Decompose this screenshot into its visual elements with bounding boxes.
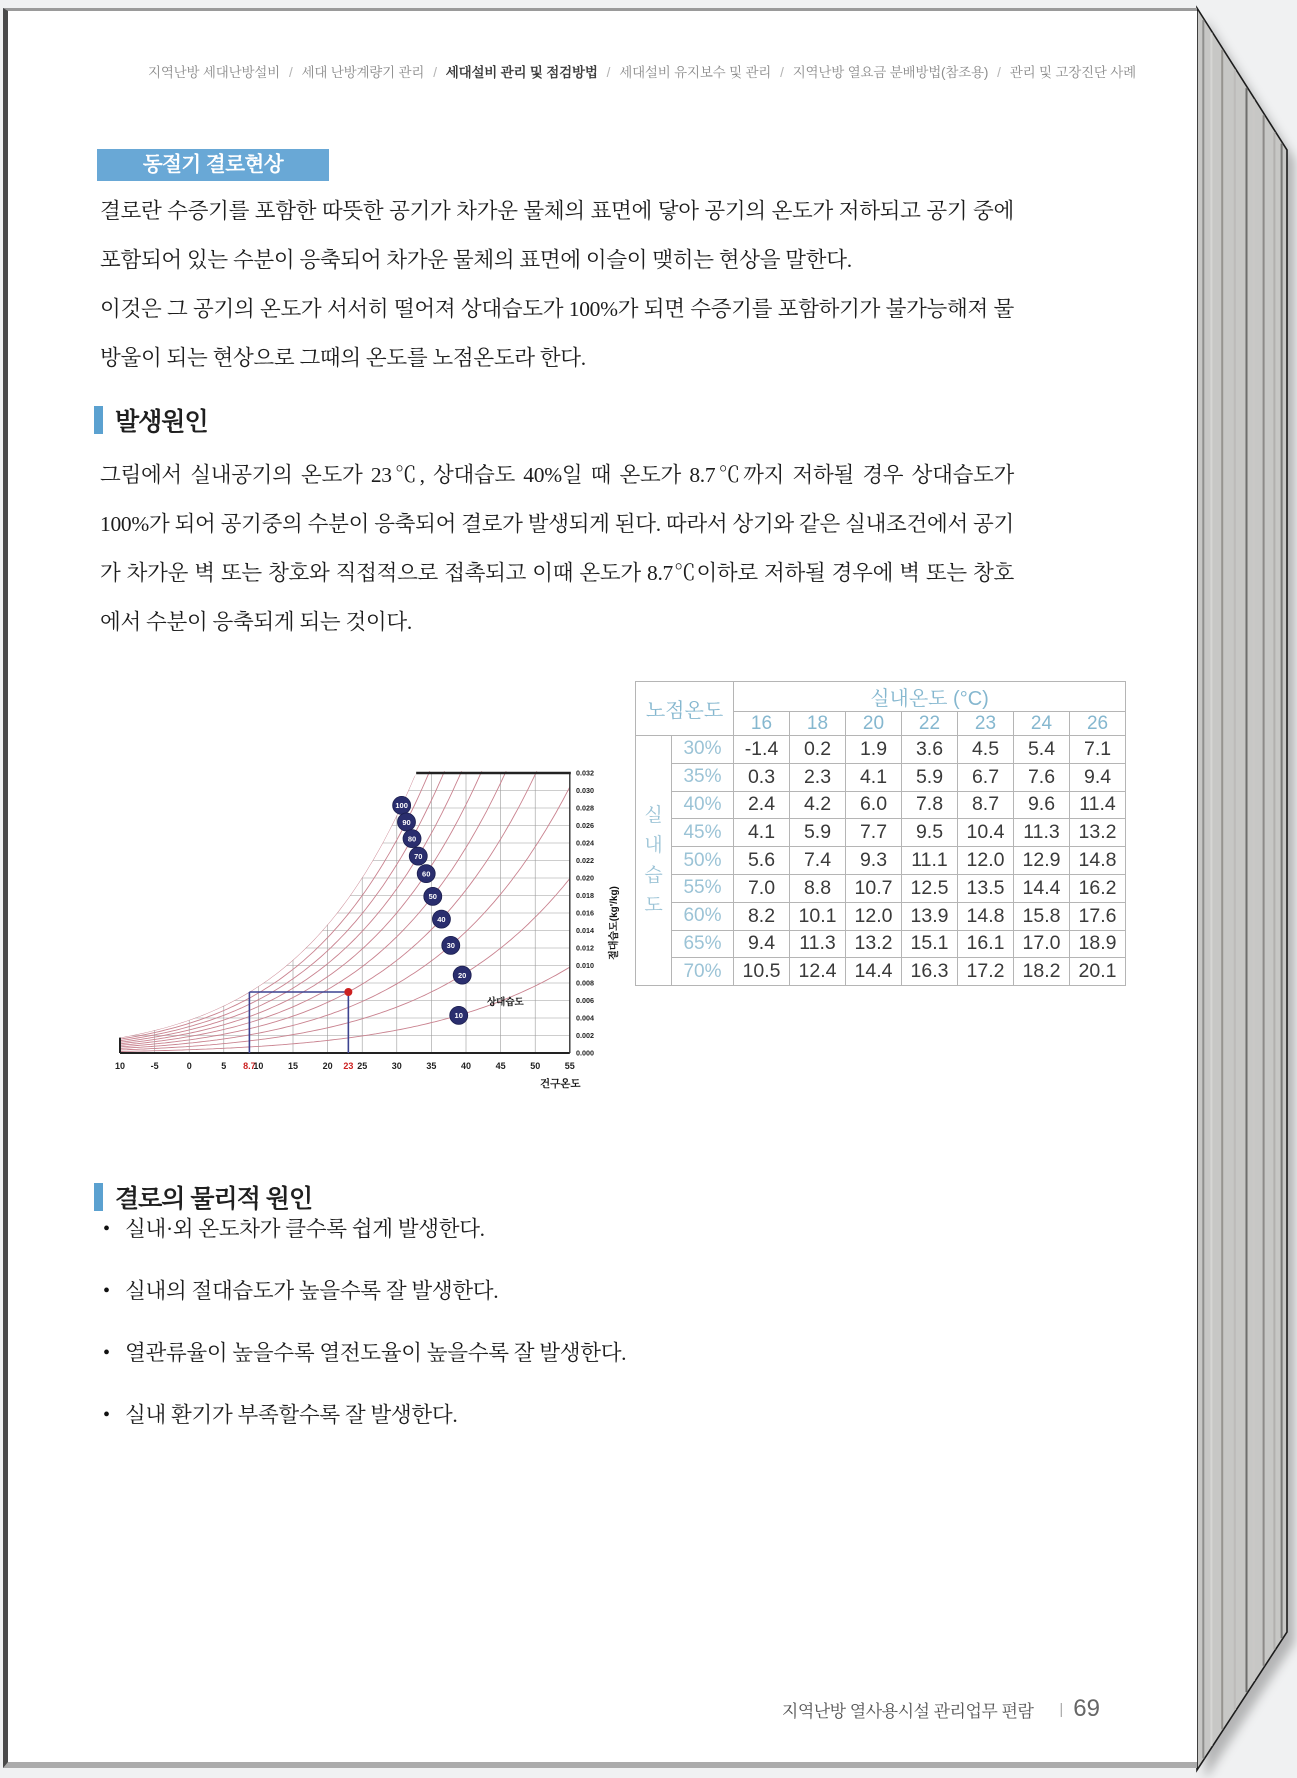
- breadcrumb-item: 지역난방 열요금 분배방법(참조용): [792, 65, 989, 80]
- table-corner-header: 노점온도: [636, 682, 734, 736]
- table-cell: 4.1: [846, 763, 902, 791]
- table-cell: 18.2: [1014, 958, 1070, 986]
- table-cell: 7.8: [902, 791, 958, 819]
- table-cell: 12.5: [902, 874, 958, 902]
- breadcrumb-separator: /: [433, 65, 437, 80]
- table-cell: 4.2: [790, 791, 846, 819]
- dew-point-table-wrap: [635, 681, 1126, 986]
- table-column-header: 22: [902, 712, 958, 736]
- rh-circle-label-80: [403, 830, 421, 848]
- y-tick-label: 0.030: [576, 786, 594, 795]
- y-tick-label: 0.024: [576, 838, 594, 848]
- intro-paragraph-2: 이것은 그 공기의 온도가 서서히 떨어져 상대습도가 100%가 되면 수증기를 포함하기가 불가능해져 물방울이 되는 현상으로 그때의 온도를 노점온도라 한다.: [100, 297, 1014, 370]
- table-cell: 12.0: [958, 847, 1014, 875]
- table-cell: 5.9: [902, 763, 958, 791]
- bullet-dot-icon: •: [103, 1404, 110, 1426]
- svg-text:30: 30: [446, 941, 455, 951]
- table-cell: 4.5: [958, 736, 1014, 764]
- table-row-group-label: 실 내 습 도: [636, 736, 672, 986]
- rh-curve-50: [120, 752, 514, 1045]
- title-badge: 동절기 결로현상: [97, 149, 329, 181]
- table-rh-cell: 35%: [672, 763, 734, 791]
- table-column-group-header: 실내온도 (°C): [734, 682, 1126, 712]
- x-tick-label: 25: [357, 1061, 368, 1071]
- y-tick-label: 0.026: [576, 821, 594, 830]
- table-cell: 11.3: [1014, 819, 1070, 847]
- table-cell: 12.4: [790, 958, 846, 986]
- intro-paragraphs: [100, 187, 1014, 383]
- breadcrumb-item: 관리 및 고장진단 사례: [1009, 65, 1136, 80]
- heading-bar: [94, 406, 103, 434]
- table-row: [636, 958, 1126, 986]
- x-tick-label: 23: [343, 1061, 354, 1071]
- table-cell: 10.5: [734, 958, 790, 986]
- table-cell: -1.4: [734, 736, 790, 764]
- rh-circle-label-60: [417, 865, 435, 883]
- table-rh-cell: 40%: [672, 791, 734, 819]
- table-cell: 0.3: [734, 763, 790, 791]
- table-cell: 9.4: [1070, 763, 1126, 791]
- table-cell: 5.4: [1014, 736, 1070, 764]
- table-cell: 12.0: [846, 902, 902, 930]
- table-cell: 16.1: [958, 930, 1014, 958]
- table-rh-cell: 30%: [672, 736, 734, 764]
- y-tick-label: 0.010: [576, 961, 594, 970]
- intro-paragraph-1: 결로란 수증기를 포함한 따뜻한 공기가 차가운 물체의 표면에 닿아 공기의 온도가 저하되고 공기 중에 포함되어 있는 수분이 응축되어 차가운 물체의 표면에 이슬이 맺히는 현상을 말한다.: [100, 199, 1014, 272]
- rh-curve-10: [120, 967, 570, 1051]
- y-tick-label: 0.002: [576, 1031, 594, 1040]
- breadcrumb: [148, 61, 1136, 81]
- table-rh-cell: 65%: [672, 930, 734, 958]
- table-rh-cell: 55%: [672, 874, 734, 902]
- svg-text:80: 80: [407, 834, 417, 844]
- table-row: [636, 791, 1126, 819]
- y-tick-label: 0.012: [576, 943, 594, 953]
- condensation-construction-lines: [249, 992, 348, 1053]
- condensation-point-marker: [344, 988, 352, 996]
- table-cell: 4.1: [734, 819, 790, 847]
- x-tick-label: 0: [186, 1061, 192, 1071]
- rh-circle-label-90: [397, 813, 415, 831]
- table-cell: 8.8: [790, 874, 846, 902]
- table-cell: 9.5: [902, 819, 958, 847]
- table-rh-cell: 50%: [672, 847, 734, 875]
- y-tick-label: 0.000: [576, 1048, 594, 1058]
- y-tick-label: 0.022: [576, 856, 594, 865]
- table-column-header: 20: [846, 712, 902, 736]
- table-cell: 7.1: [1070, 736, 1126, 764]
- table-cell: 15.8: [1014, 902, 1070, 930]
- table-cell: 11.1: [902, 847, 958, 875]
- x-tick-label: -5: [150, 1061, 159, 1071]
- rh-circle-label-100: [393, 796, 411, 814]
- table-row: [636, 930, 1126, 958]
- rh-curve-100: [120, 752, 425, 1038]
- bullet-text: 실내의 절대습도가 높을수록 잘 발생한다.: [125, 1279, 499, 1303]
- table-row: [636, 902, 1126, 930]
- breadcrumb-item: 세대설비 유지보수 및 관리: [619, 65, 772, 80]
- table-column-header: 24: [1014, 712, 1070, 736]
- x-tick-label: 45: [495, 1061, 506, 1071]
- table-cell: 11.3: [790, 930, 846, 958]
- bullet-item: [103, 1338, 1003, 1400]
- table-column-header: 23: [958, 712, 1014, 736]
- cause-paragraph: [100, 451, 1014, 647]
- y-tick-label: 0.028: [576, 803, 594, 813]
- table-cell: 17.2: [958, 958, 1014, 986]
- bullet-dot-icon: •: [103, 1342, 110, 1364]
- table-cell: 17.0: [1014, 930, 1070, 958]
- bullet-dot-icon: •: [103, 1218, 110, 1240]
- table-column-header: 26: [1070, 712, 1126, 736]
- bullet-item: [103, 1214, 1003, 1276]
- table-cell: 5.6: [734, 847, 790, 875]
- table-cell: 7.0: [734, 874, 790, 902]
- svg-text:70: 70: [414, 851, 423, 861]
- x-tick-label: 10: [253, 1061, 264, 1071]
- x-tick-label: 55: [564, 1061, 575, 1071]
- table-cell: 20.1: [1070, 958, 1126, 986]
- rh-circle-label-20: [453, 966, 471, 984]
- table-cell: 6.0: [846, 791, 902, 819]
- bullet-list: [103, 1214, 1003, 1462]
- svg-text:90: 90: [402, 817, 411, 827]
- page-number: 69: [1073, 1695, 1100, 1722]
- rh-circle-label-70: [409, 847, 427, 865]
- table-cell: 15.1: [902, 930, 958, 958]
- table-cell: 7.7: [846, 819, 902, 847]
- table-row: [636, 736, 1126, 764]
- table-cell: 2.3: [790, 763, 846, 791]
- table-cell: 2.4: [734, 791, 790, 819]
- rh-circle-label-50: [424, 887, 442, 905]
- svg-text:60: 60: [422, 869, 431, 879]
- section-title: 발생원인: [115, 408, 208, 436]
- rh-circle-label-40: [432, 910, 450, 928]
- x-tick-label: 10: [114, 1061, 126, 1071]
- table-cell: 0.2: [790, 736, 846, 764]
- footer-divider: |: [1059, 1700, 1064, 1718]
- page-footer: [782, 1695, 1100, 1723]
- bullet-item: [103, 1400, 1003, 1462]
- x-tick-label: 35: [426, 1061, 437, 1071]
- table-cell: 14.8: [958, 902, 1014, 930]
- document-page: [3, 8, 1197, 1768]
- rh-family-label: 상대습도: [487, 997, 524, 1008]
- table-cell: 8.7: [958, 791, 1014, 819]
- breadcrumb-separator: /: [288, 65, 293, 80]
- x-tick-label: 8.7: [243, 1061, 256, 1071]
- table-cell: 13.5: [958, 874, 1014, 902]
- footer-label: 지역난방 열사용시설 관리업무 편람: [781, 1701, 1034, 1721]
- table-cell: 3.6: [902, 736, 958, 764]
- table-cell: 14.4: [1014, 874, 1070, 902]
- rh-circle-label-10: [450, 1006, 468, 1024]
- table-cell: 13.2: [846, 930, 902, 958]
- table-cell: 10.4: [958, 819, 1014, 847]
- bullet-text: 실내·외 온도차가 클수록 쉽게 발생한다.: [125, 1217, 485, 1241]
- table-cell: 1.9: [846, 736, 902, 764]
- breadcrumb-item: 지역난방 세대난방설비: [148, 65, 280, 80]
- bullet-dot-icon: •: [103, 1280, 110, 1302]
- x-axis-label: 건구온도: [540, 1078, 581, 1090]
- y-tick-label: 0.004: [576, 1013, 594, 1023]
- heading-bar: [94, 1183, 103, 1211]
- table-cell: 9.6: [1014, 791, 1070, 819]
- breadcrumb-separator: /: [780, 65, 784, 80]
- psychrometric-chart: [95, 683, 643, 1103]
- x-tick-label: 40: [460, 1061, 472, 1071]
- section-title: 결로의 물리적 원인: [115, 1185, 313, 1213]
- section-heading-physical: [94, 1182, 312, 1212]
- table-cell: 13.2: [1070, 819, 1126, 847]
- table-cell: 6.7: [958, 763, 1014, 791]
- table-cell: 10.1: [790, 902, 846, 930]
- svg-text:50: 50: [428, 892, 437, 902]
- table-cell: 16.3: [902, 958, 958, 986]
- table-cell: 17.6: [1070, 902, 1126, 930]
- cause-paragraph-text: 그림에서 실내공기의 온도가 23℃, 상대습도 40%일 때 온도가 8.7℃까지 저하될 경우 상대습도가 100%가 되어 공기중의 수분이 응축되어 결로가 발생되게 된다. 따라서 상기와 같은 실내조건에서 공기가 차가운 벽 또는 창호와 직접적으로 접촉되고 이때 온도가 8.7℃이하로 저하될 경우에 벽 또는 창호에서 수분이 응축되게 되는 것이다.: [100, 463, 1014, 634]
- table-cell: 16.2: [1070, 874, 1126, 902]
- table-row: [636, 874, 1126, 902]
- dew-point-table: [635, 681, 1126, 986]
- y-tick-label: 0.006: [576, 996, 594, 1005]
- y-tick-label: 0.016: [576, 908, 594, 918]
- table-cell: 9.3: [846, 847, 902, 875]
- table-cell: 10.7: [846, 874, 902, 902]
- y-axis-label: 절대습도(kg'/kg): [609, 886, 620, 960]
- bullet-text: 실내 환기가 부족할수록 잘 발생한다.: [125, 1403, 458, 1427]
- table-rh-cell: 60%: [672, 902, 734, 930]
- table-cell: 14.4: [846, 958, 902, 986]
- rh-circle-label-30: [442, 936, 460, 954]
- rh-curve-80: [120, 753, 452, 1041]
- table-row: [636, 847, 1126, 875]
- table-row: [636, 819, 1126, 847]
- bullet-item: [103, 1276, 1003, 1338]
- y-tick-label: 0.020: [576, 873, 594, 883]
- breadcrumb-separator: /: [606, 65, 611, 80]
- svg-text:20: 20: [458, 970, 467, 980]
- rh-curve-40: [120, 752, 546, 1047]
- x-tick-label: 15: [287, 1061, 299, 1071]
- x-tick-label: 5: [221, 1061, 227, 1071]
- breadcrumb-item: 세대 난방계량기 관리: [301, 65, 425, 80]
- table-cell: 13.9: [902, 902, 958, 930]
- table-cell: 7.6: [1014, 763, 1070, 791]
- breadcrumb-separator: /: [997, 65, 1001, 80]
- breadcrumb-item: 세대설비 관리 및 점검방법: [445, 65, 598, 80]
- table-column-header: 18: [790, 712, 846, 736]
- table-cell: 9.4: [734, 930, 790, 958]
- x-tick-label: 20: [322, 1061, 333, 1071]
- y-tick-label: 0.014: [576, 926, 594, 935]
- section-heading-cause: [94, 405, 208, 435]
- table-cell: 5.9: [790, 819, 846, 847]
- svg-text:100: 100: [395, 801, 408, 811]
- bullet-text: 열관류율이 높을수록 열전도율이 높을수록 잘 발생한다.: [125, 1341, 627, 1365]
- table-cell: 12.9: [1014, 847, 1070, 875]
- table-cell: 18.9: [1070, 930, 1126, 958]
- table-cell: 8.2: [734, 902, 790, 930]
- table-cell: 11.4: [1070, 791, 1126, 819]
- y-tick-label: 0.008: [576, 978, 594, 988]
- x-tick-label: 30: [391, 1061, 402, 1071]
- table-row: [636, 763, 1126, 791]
- y-tick-label: 0.018: [576, 891, 594, 900]
- table-rh-cell: 70%: [672, 958, 734, 986]
- svg-text:40: 40: [437, 914, 446, 924]
- table-rh-cell: 45%: [672, 819, 734, 847]
- table-cell: 7.4: [790, 847, 846, 875]
- y-tick-label: 0.032: [576, 768, 594, 778]
- table-cell: 14.8: [1070, 847, 1126, 875]
- x-tick-label: 50: [530, 1061, 541, 1071]
- svg-text:10: 10: [454, 1011, 463, 1021]
- table-column-header: 16: [734, 712, 790, 736]
